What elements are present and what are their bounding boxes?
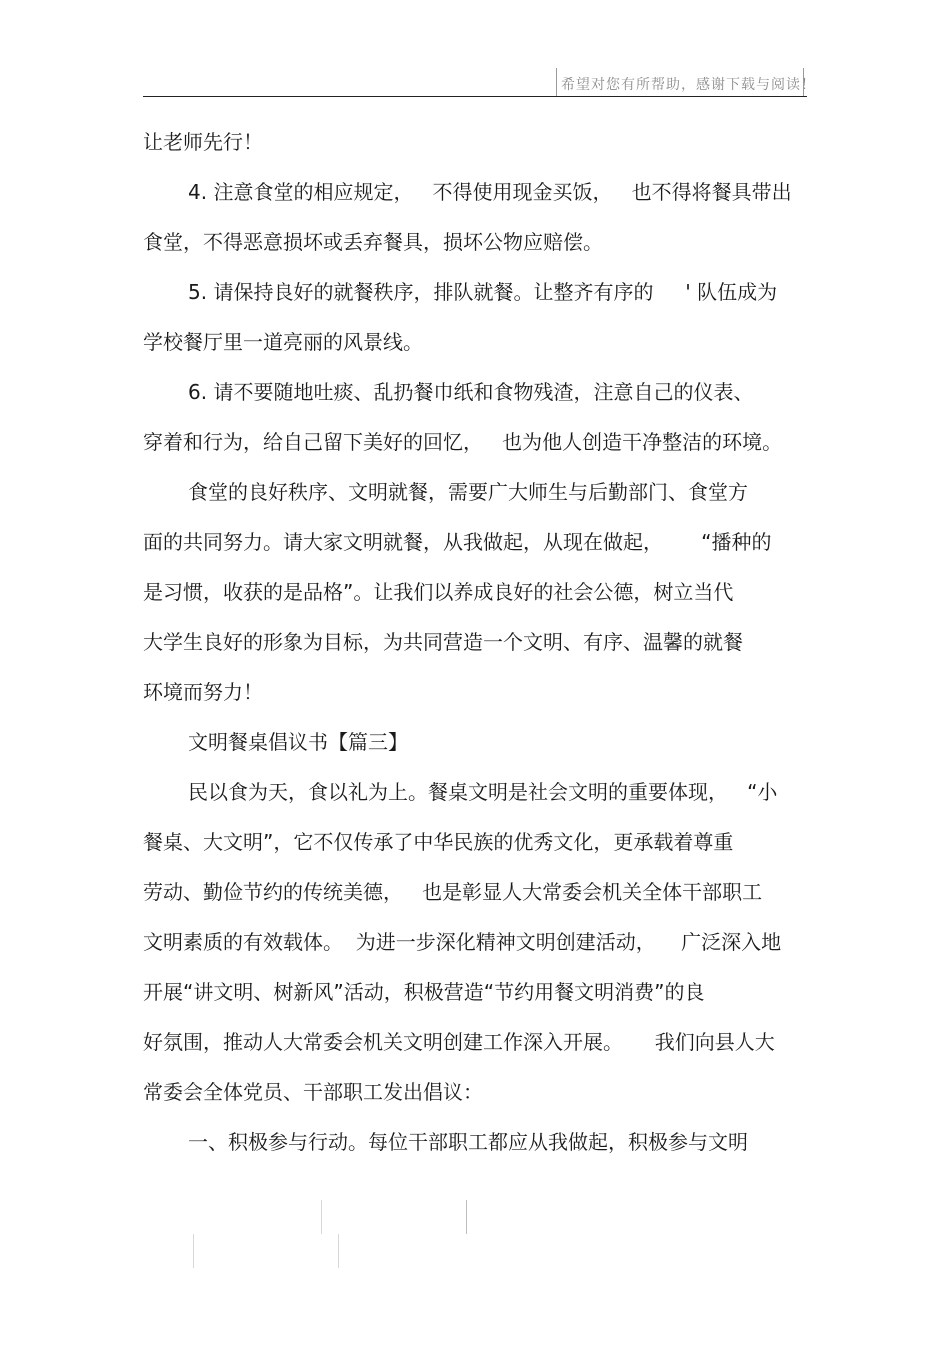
text-line: 面的共同努力。请大家文明就餐，从我做起，从现在做起， “播种的 (143, 530, 772, 554)
text-line: 餐桌、大文明”，它不仅传承了中华民族的优秀文化，更承载着尊重 (143, 830, 734, 854)
text-line: 让老师先行！ (143, 130, 263, 154)
text-line: 开展“讲文明、树新风”活动，积极营造“节约用餐文明消费”的良 (143, 980, 705, 1004)
section-heading: 文明餐桌倡议书【篇三】 (188, 730, 408, 754)
text-line: 是习惯，收获的是品格”。让我们以养成良好的社会公德，树立当代 (143, 580, 734, 604)
text-line: 常委会全体党员、干部职工发出倡议： (143, 1080, 483, 1104)
text-line: 一、积极参与行动。每位干部职工都应从我做起，积极参与文明 (188, 1130, 748, 1154)
header-rule (143, 96, 807, 97)
text-line: 文明素质的有效载体。 为进一步深化精神文明创建活动， 广泛深入地 (143, 930, 782, 954)
scan-mark (321, 1200, 322, 1234)
text-line: 穿着和行为，给自己留下美好的回忆， 也为他人创造干净整洁的环境。 (143, 430, 783, 454)
scan-mark (466, 1200, 467, 1234)
text-line: 4. 注意食堂的相应规定， 不得使用现金买饭， 也不得将餐具带出 (188, 180, 792, 204)
header-text: 希望对您有所帮助，感谢下载与阅读！ (561, 77, 816, 93)
scan-mark (193, 1234, 194, 1268)
text-line: 好氛围，推动人大常委会机关文明创建工作深入开展。 我们向县人大 (143, 1030, 775, 1054)
text-line: 食堂，不得恶意损坏或丢弃餐具，损坏公物应赔偿。 (143, 230, 603, 254)
text-line: 食堂的良好秩序、文明就餐，需要广大师生与后勤部门、食堂方 (188, 480, 748, 504)
text-line: 劳动、勤俭节约的传统美德， 也是彰显人大常委会机关全体干部职工 (143, 880, 763, 904)
text-line: 5. 请保持良好的就餐秩序，排队就餐。让整齐有序的 ' 队伍成为 (188, 280, 778, 304)
text-line: 学校餐厅里一道亮丽的风景线。 (143, 330, 423, 354)
text-line: 民以食为天，食以礼为上。餐桌文明是社会文明的重要体现， “小 (188, 780, 778, 804)
text-line: 6. 请不要随地吐痰、乱扔餐巾纸和食物残渣，注意自己的仪表、 (188, 380, 754, 404)
text-line: 环境而努力！ (143, 680, 263, 704)
scan-mark (338, 1234, 339, 1268)
text-line: 大学生良好的形象为目标，为共同营造一个文明、有序、温馨的就餐 (143, 630, 743, 654)
